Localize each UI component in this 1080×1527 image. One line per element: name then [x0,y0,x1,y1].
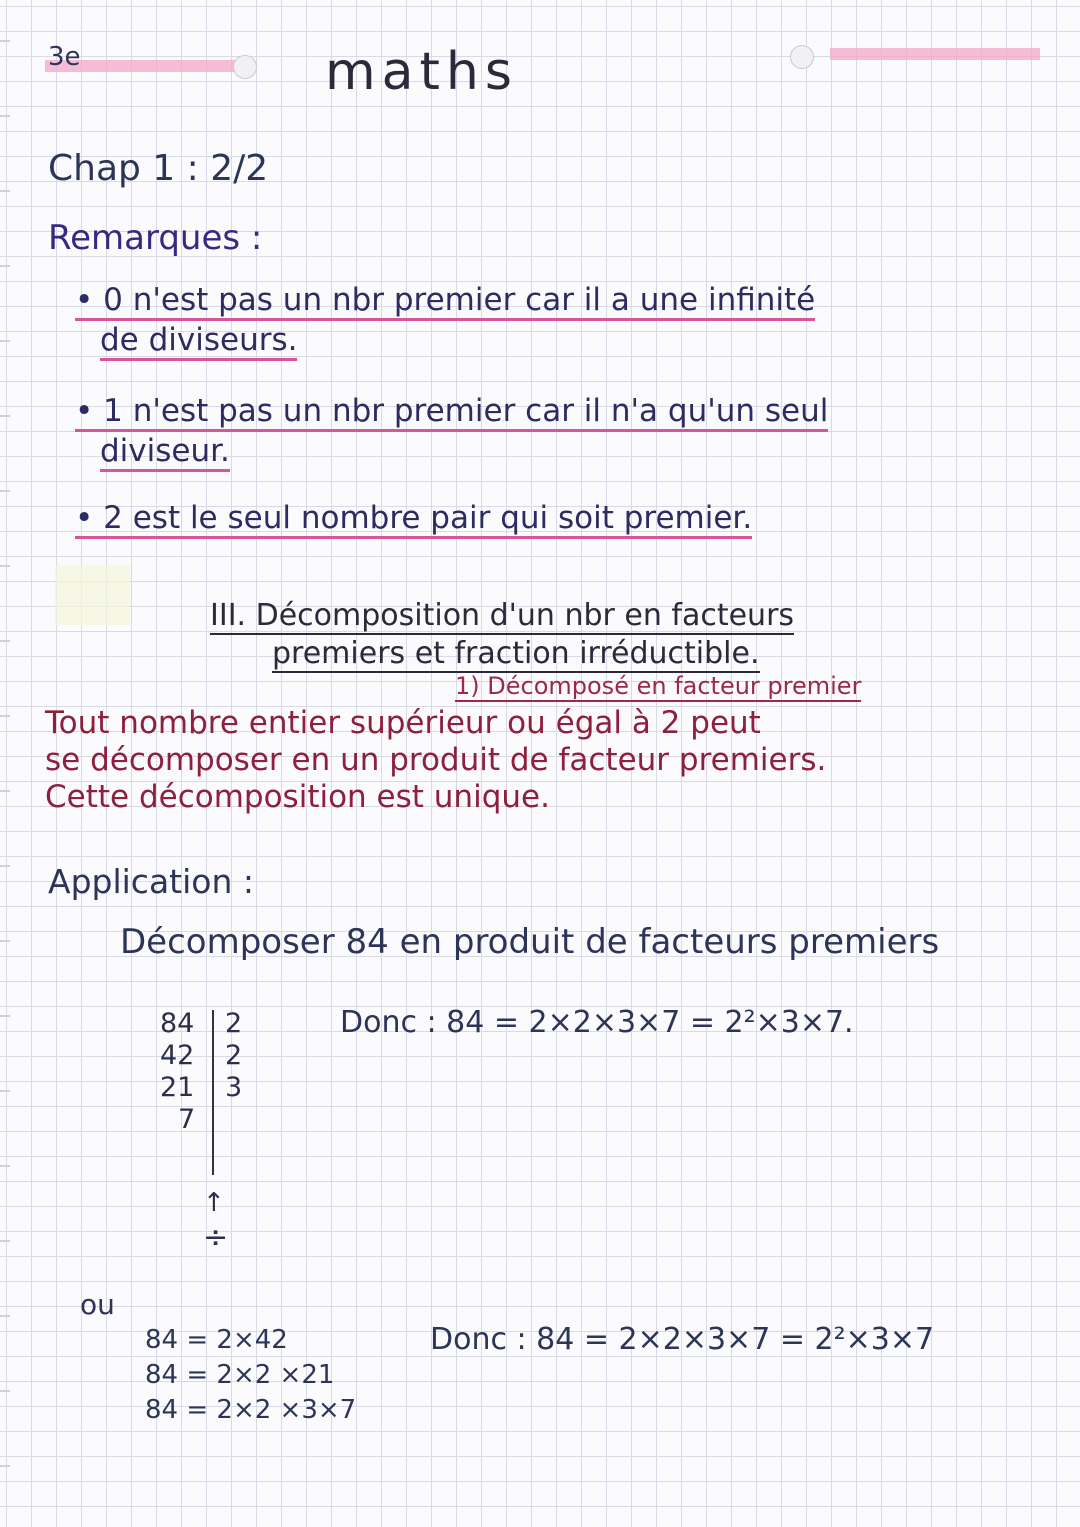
binder-ring-left [233,55,257,79]
theorem-line-2: se décomposer en un produit de facteur premiers. [45,742,827,778]
section-subtitle [455,672,861,700]
division-left-3: 21 [160,1072,195,1103]
division-left-4: 7 [178,1104,196,1135]
sticky-mark [55,565,130,625]
remark-2-line-1 [75,393,828,429]
remark-3 [75,500,752,536]
application-instruction: Décomposer 84 en produit de facteurs premiers [120,922,940,962]
section-title-text-2: premiers et fraction irréductible. [272,636,760,671]
remark-2-text: • 1 n'est pas un nbr premier car il n'a qu'un seul [75,393,828,432]
remark-1-continuation: de diviseurs. [100,322,297,361]
up-arrow-icon: ↑ [203,1188,225,1218]
result-2: Donc : 84 = 2×2×3×7 = 2²×3×7 [430,1322,935,1357]
remark-3-text: • 2 est le seul nombre pair qui soit premier. [75,500,752,539]
section-title-line-1 [210,598,794,633]
division-left-2: 42 [160,1040,195,1071]
or-label: ou [80,1288,115,1321]
step-3: 84 = 2×2 ×3×7 [145,1395,357,1425]
section-title-line-2 [272,636,760,671]
section-subtitle-text: 1) Décomposé en facteur premier [455,672,862,700]
division-right-1: 2 [225,1008,243,1039]
chapter-label: Chap 1 : 2/2 [48,148,269,189]
theorem-line-3: Cette décomposition est unique. [45,779,550,815]
remark-2-line-2 [100,433,230,469]
theorem-line-1: Tout nombre entier supérieur ou égal à 2 peut [45,705,761,741]
remark-1-line-2 [100,322,297,358]
step-2: 84 = 2×2 ×21 [145,1360,335,1390]
remark-1-line-1 [75,282,815,318]
division-right-3: 3 [225,1072,243,1103]
division-bar [212,1010,214,1175]
remarks-heading: Remarques : [48,218,263,258]
section-title-text-1: III. Décomposition d'un nbr en facteurs [210,598,795,633]
application-heading: Application : [48,862,254,901]
step-1: 84 = 2×42 [145,1325,288,1355]
header-highlight-right [830,48,1040,60]
grade-label: 3e [48,42,81,72]
subject-title: maths [325,42,518,102]
division-right-2: 2 [225,1040,243,1071]
binder-ring-right [790,45,814,69]
remark-2-continuation: diviseur. [100,433,230,472]
division-left-1: 84 [160,1008,195,1039]
remark-1-text: • 0 n'est pas un nbr premier car il a une infinité [75,282,815,321]
divide-icon: ÷ [203,1220,229,1255]
result-1: Donc : 84 = 2×2×3×7 = 2²×3×7. [340,1005,854,1040]
